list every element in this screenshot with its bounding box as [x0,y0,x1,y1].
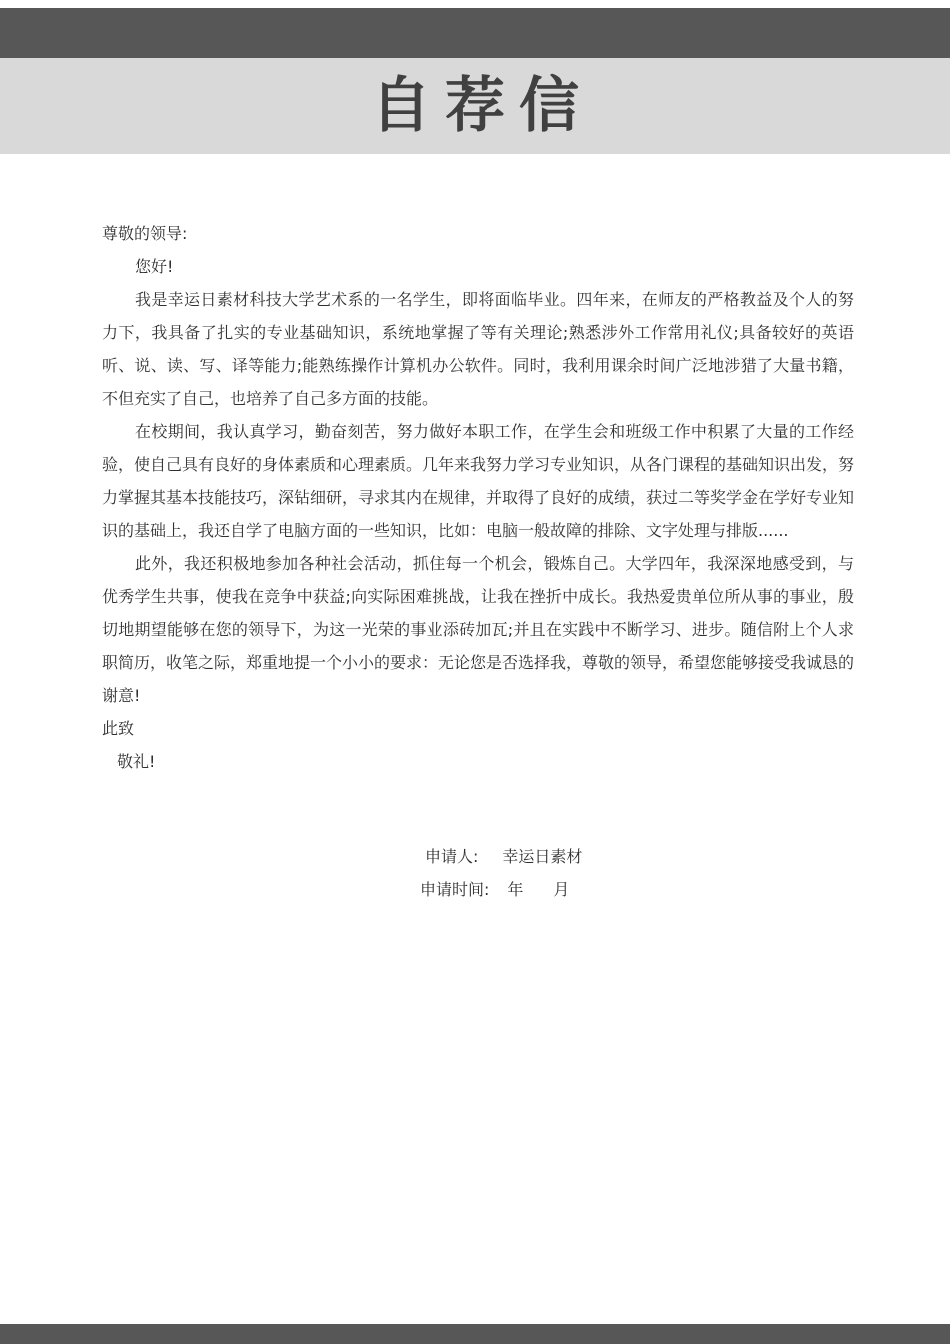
date-year: 年 [507,880,524,899]
page-title: 自荐信 [371,71,593,141]
date-month: 月 [553,880,570,899]
applicant-name: 幸运日素材 [502,847,583,866]
date-label: 申请时间: [420,880,490,899]
signature-applicant-row [420,840,582,873]
letter-paragraph: 在校期间，我认真学习，勤奋刻苦，努力做好本职工作，在学生会和班级工作中积累了大量的工作经验，使自己具有良好的身体素质和心理素质。几年来我努力学习专业知识，从各门课程的基础知识出发，努力掌握其基本技能技巧，深钻细研，寻求其内在规律，并取得了良好的成绩，获过二等奖学金在学好专业知识的基础上，我还自学了电脑方面的一些知识，比如：电脑一般故障的排除、文字处理与排版...... [102,422,855,540]
footer-dark-bar [0,1324,950,1344]
letter-greeting: 尊敬的领导: [102,224,188,243]
signature-block [420,840,582,906]
letter-body [102,217,854,778]
header-dark-bar [0,8,950,58]
title-band [0,58,950,154]
signature-date-row [420,873,582,906]
letter-paragraph: 我是幸运日素材科技大学艺术系的一名学生，即将面临毕业。四年来，在师友的严格教益及个人的努力下，我具备了扎实的专业基础知识，系统地掌握了等有关理论;熟悉涉外工作常用礼仪;具备较好的英语听、说、读、写、译等能力;能熟练操作计算机办公软件。同时，我利用课余时间广泛地涉猎了大量书籍，不但充实了自己，也培养了自己多方面的技能。 [102,290,854,408]
applicant-label: 申请人: [425,847,479,866]
letter-salute: 敬礼! [117,752,156,771]
letter-hello: 您好! [135,257,174,276]
letter-paragraph: 此外，我还积极地参加各种社会活动，抓住每一个机会，锻炼自己。大学四年，我深深地感受到，与优秀学生共事，使我在竞争中获益;向实际困难挑战，让我在挫折中成长。我热爱贵单位所从事的事业，殷切地期望能够在您的领导下，为这一光荣的事业添砖加瓦;并且在实践中不断学习、进步。随信附上个人求职简历，收笔之际，郑重地提一个小小的要求：无论您是否选择我，尊敬的领导，希望您能够接受我诚恳的谢意! [102,554,855,705]
letter-closing: 此致 [102,719,135,738]
